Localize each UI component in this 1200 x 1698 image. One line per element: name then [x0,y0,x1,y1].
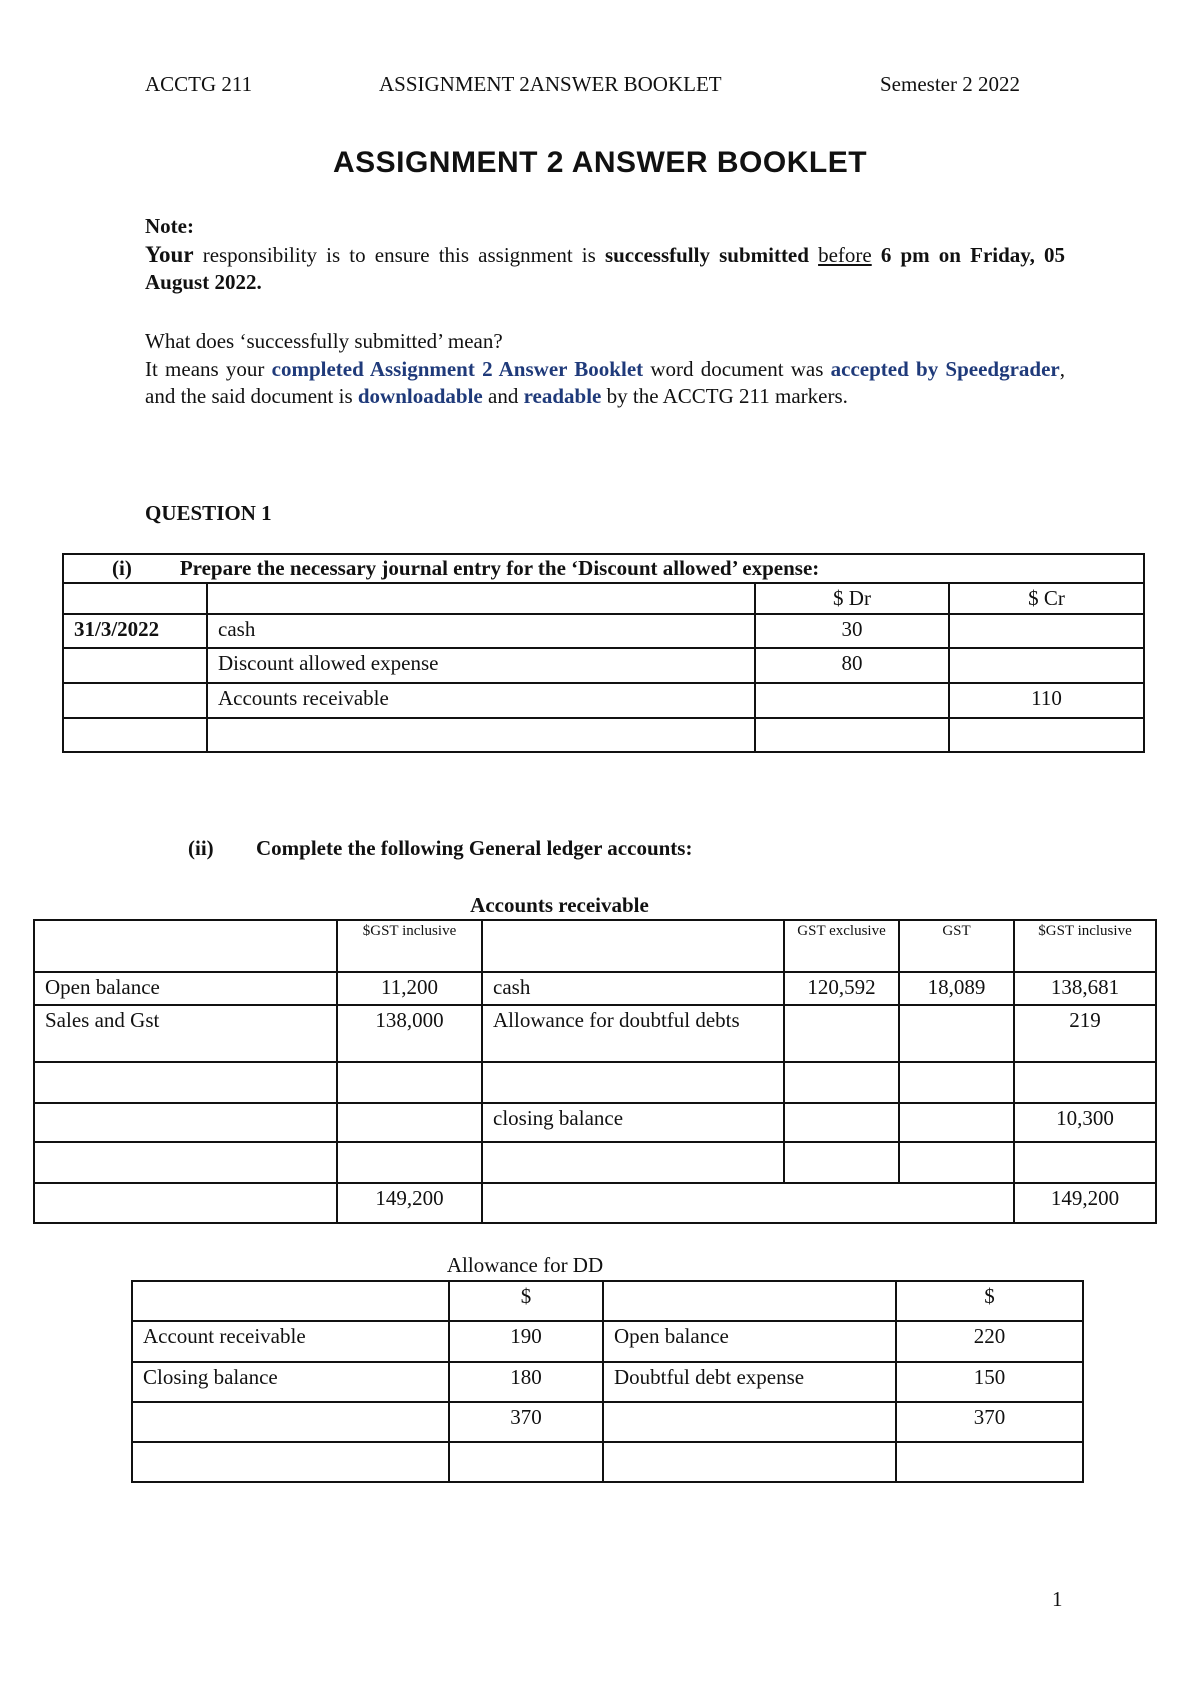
cell [899,1062,1014,1103]
note-t2 [809,243,818,267]
cell [34,1142,337,1183]
cell [784,1062,899,1103]
cell [449,1442,603,1482]
m1: It means your [145,357,272,381]
part-ii-text: Complete the following General ledger accounts: [256,836,693,860]
cell [949,614,1144,648]
table-row [132,1362,1083,1402]
cell [34,920,337,972]
jh1 [207,583,755,614]
header-course: ACCTG 211 [145,72,253,96]
cell: 80 [755,648,949,683]
jh-cr: $ Cr [949,583,1144,614]
ar-header-row [34,920,1156,972]
cell [207,718,755,752]
note-deadline: 6 pm on Friday, 05 August 2022. [145,243,1065,294]
allowance-dd-table [131,1280,1084,1483]
m7: and [482,384,524,408]
table-row [34,972,1156,1005]
header-title: ASSIGNMENT 2ANSWER BOOKLET [379,72,722,96]
add-title: Allowance for DD [446,1253,604,1277]
cell [482,1062,784,1103]
cell: 138,000 [337,1005,482,1062]
cell: 150 [896,1362,1083,1402]
cell: 370 [896,1402,1083,1442]
jh-dr: $ Dr [755,583,949,614]
note-t3 [872,243,881,267]
cell: Closing balance [132,1362,449,1402]
cell: cash [207,614,755,648]
cell [34,1103,337,1142]
question1-heading: QUESTION 1 [145,501,272,525]
ar-total-cr: 149,200 [1014,1183,1156,1223]
m9: by the ACCTG 211 markers. [601,384,848,408]
journal-table [62,553,1145,753]
cell: 30 [755,614,949,648]
cell [755,718,949,752]
cell [603,1281,896,1321]
cell [899,1005,1014,1062]
part-ii-num: (ii) [188,836,214,860]
ar-title: Accounts receivable [470,893,649,917]
m5: , and the said document is [145,357,1065,408]
cell [784,1142,899,1183]
cell [63,718,207,752]
ar-h-gst-inclusive-cr: $GST inclusive [1014,920,1156,972]
cell: Sales and Gst [34,1005,337,1062]
journal-title [63,554,1144,583]
part-i-text: Prepare the necessary journal entry for the ‘Discount allowed’ expense: [179,556,820,580]
note-your: Your [145,242,194,267]
cell: 180 [449,1362,603,1402]
cell: 138,681 [1014,972,1156,1005]
m8: readable [523,384,602,408]
table-row [63,614,1144,648]
cell: Accounts receivable [207,683,755,718]
cell [482,920,784,972]
cell [34,1183,337,1223]
note-successfully: successfully submitted [604,243,809,267]
cell: Discount allowed expense [207,648,755,683]
cell [784,1103,899,1142]
cell [603,1442,896,1482]
m2: completed Assignment 2 Answer Booklet [271,357,644,381]
cell: Doubtful debt expense [603,1362,896,1402]
table-row [132,1402,1083,1442]
cell: 110 [949,683,1144,718]
note-label: Note: [145,214,194,238]
ar-h-gst-inclusive: $GST inclusive [337,920,482,972]
cell: Open balance [603,1321,896,1362]
table-row [63,718,1144,752]
ar-total-dr: 149,200 [337,1183,482,1223]
ar-h-gst: GST [899,920,1014,972]
cell: cash [482,972,784,1005]
cell: 219 [1014,1005,1156,1062]
m4: accepted by Speedgrader [830,357,1060,381]
cell: 31/3/2022 [63,614,207,648]
note-text [145,241,1065,296]
cell [896,1442,1083,1482]
cell [949,648,1144,683]
add-header-row [132,1281,1083,1321]
table-row [34,1005,1156,1062]
cell [132,1402,449,1442]
cell [337,1142,482,1183]
add-h-cr: $ [896,1281,1083,1321]
cell [63,648,207,683]
m3: word document was [643,357,831,381]
cell: 370 [449,1402,603,1442]
table-row [34,1142,1156,1183]
cell [603,1402,896,1442]
cell [1014,1142,1156,1183]
cell [899,1103,1014,1142]
cell: Open balance [34,972,337,1005]
cell [63,683,207,718]
ar-totals-row [34,1183,1156,1223]
journal-header-row [63,583,1144,614]
cell [949,718,1144,752]
cell [34,1062,337,1103]
cell: 120,592 [784,972,899,1005]
table-row [34,1062,1156,1103]
ar-h-gst-exclusive: GST exclusive [784,920,899,972]
header-semester: Semester 2 2022 [880,72,1020,96]
jh0 [63,583,207,614]
cell [755,683,949,718]
table-row [63,683,1144,718]
cell [132,1442,449,1482]
cell: 10,300 [1014,1103,1156,1142]
cell [784,1005,899,1062]
table-row [63,648,1144,683]
m6: downloadable [357,384,483,408]
cell [899,1142,1014,1183]
cell: 190 [449,1321,603,1362]
cell [482,1183,1014,1223]
page-title: ASSIGNMENT 2 ANSWER BOOKLET [332,146,868,179]
part-i-num: (i) [112,556,132,580]
cell [482,1142,784,1183]
cell: closing balance [482,1103,784,1142]
table-row [132,1321,1083,1362]
question-text: What does ‘successfully submitted’ mean? [145,329,503,353]
cell: 220 [896,1321,1083,1362]
cell: 18,089 [899,972,1014,1005]
note-t1: responsibility is to ensure this assignment is [193,243,605,267]
page-number: 1 [1052,1587,1063,1611]
table-row [34,1103,1156,1142]
cell [1014,1062,1156,1103]
cell [337,1103,482,1142]
cell: Account receivable [132,1321,449,1362]
journal-title-row [63,554,1144,583]
meaning-text [145,356,1065,410]
cell: Allowance for doubtful debts [482,1005,784,1062]
accounts-receivable-table [33,919,1157,1224]
add-h-dr: $ [449,1281,603,1321]
cell [132,1281,449,1321]
note-before: before [818,243,872,267]
cell [337,1062,482,1103]
table-row [132,1442,1083,1482]
cell: 11,200 [337,972,482,1005]
